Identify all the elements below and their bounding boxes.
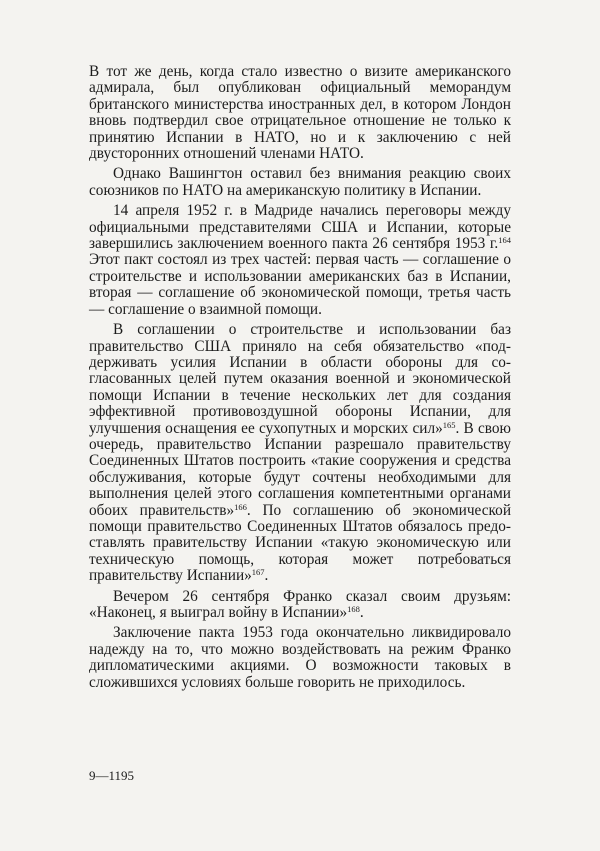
- paragraph: [89, 166, 511, 199]
- paragraph: [89, 64, 511, 162]
- paragraph: [89, 203, 511, 318]
- text-run: Вечером 26 сентября Франко сказал своим друзьям: «Наконец, я выиграл войну в Испании»: [89, 587, 511, 621]
- text-run: .: [359, 604, 364, 621]
- text-run: Заключение пакта 1953 года окончательно ликвидировало надежду на то, что можно воздействовать на режим Франко дипломатическими акциями. О возможности таковых в сложившихся условиях больше говорить не приходилось.: [89, 624, 511, 691]
- paragraph: [89, 322, 511, 585]
- text-run: 14 апреля 1952 г. в Мадриде начались переговоры между официальными представителями США и Испании, которые завершились заключением военного пакта 26 сентября 1953 г.: [89, 202, 511, 253]
- paragraph: [89, 625, 511, 691]
- footnote-ref: 167: [251, 567, 265, 578]
- paragraph: [89, 589, 511, 622]
- text-run: В тот же день, когда стало известно о визите американского адмирала, был опубликован официальный меморандум британского министерства иностранных дел, в котором Лондон вновь подтвердил свое отрицательное отношение не только к принятию Испании в НАТО, но и к заключению с ней двусторонних отношений членами НАТО.: [89, 63, 511, 163]
- printer-signature: 9—1195: [89, 768, 135, 783]
- footnote-ref: 165: [442, 419, 456, 430]
- text-run: . По соглашению об экономической помощи правительство Соединенных Штатов обязалось предоставлять правительству Испании «такую экономическую или техническую помощь, которая может потребоваться правительству Испании»: [89, 501, 511, 585]
- footnote-ref: 166: [234, 501, 247, 512]
- text-run: . В свою очередь, правительство Испании разрешало правительству Соединенных Штатов построить «такие сооружения и средства обслуживания, которые будут сочтены необходимыми для выполнения целей этого соглашения компетентными органами обоих правительств»: [89, 419, 511, 519]
- text-run: .: [264, 567, 269, 585]
- text-run: Этот пакт состоял из трех частей: первая часть — соглашение о строительстве и использовании американских баз в Испании, вторая — соглашение об экономической помощи, третья часть — соглашение о взаимной помощи.: [89, 251, 511, 318]
- body-text: [89, 64, 511, 695]
- text-run: Однако Вашингтон оставил без внимания реакцию своих союзников по НАТО на американскую политику в Испании.: [89, 165, 511, 199]
- footnote-ref: 168: [347, 604, 360, 614]
- text-run: В соглашении о строительстве и использовании баз правительство США приняло на себя обязательство «поддерживать усилия Испании в области обороны для согласованных целей путем оказания военной и экономической помощи Испании в течение нескольких лет для создания эффективной противовоздушной обороны Испании, для улучшения оснащения ее сухопутных и морских сил»: [89, 321, 511, 437]
- footnote-ref: 164: [498, 235, 511, 246]
